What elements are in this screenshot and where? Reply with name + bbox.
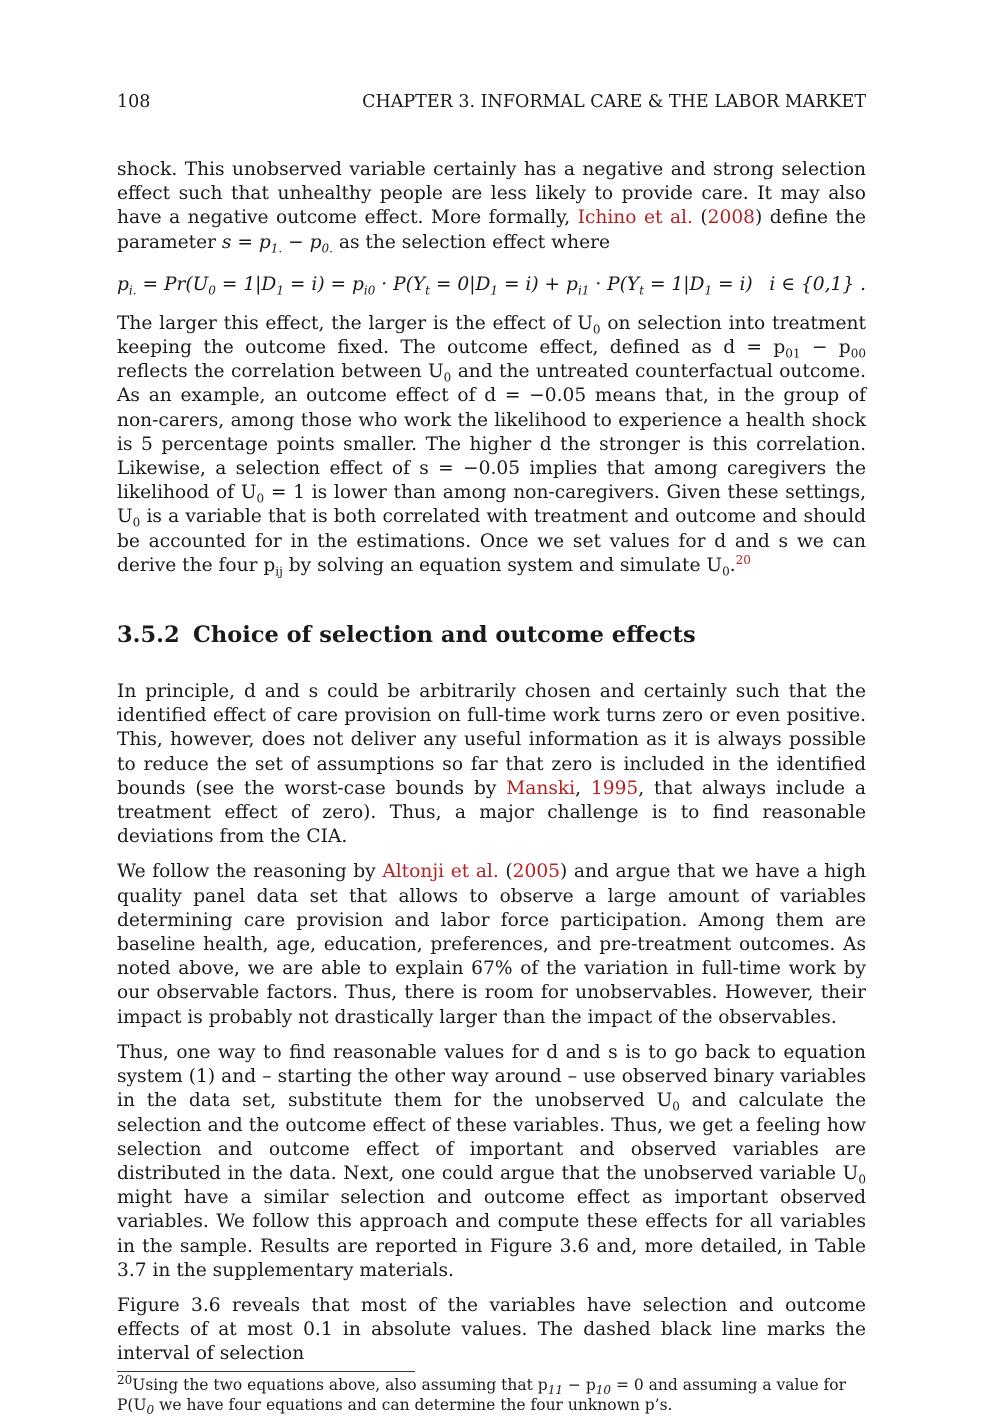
sub: 1. [270,241,283,256]
s: i1 [577,283,590,298]
sub: 0 [132,516,141,531]
s: 1 [704,283,713,298]
paragraph-2 [117,312,866,578]
text: we have four equations and can determine the four unknown p’s. [154,1395,673,1414]
paragraph-1 [117,158,866,255]
text: is a variable that is both correlated with treatment and outcome and should be accounted for in the estimations. Once we set values for d and s we can derive the four p [117,506,866,576]
text: might have a similar selection and outcome effect as important observed variables. We follow this approach and compute these effects for all variables in the sample. Results are reported in Figure 3.6 and, more detailed, in Table 3.7 in the supplementary materials. [117,1187,866,1281]
section-heading [117,620,866,650]
text: − p [800,337,851,359]
m: = i) [712,273,753,295]
s: 1 [276,283,284,298]
math: − p [282,231,322,253]
equation-selection [117,272,866,298]
text: on selection into treatment keeping the outcome fixed. The outcome effect, defined as d = p [117,312,866,359]
sub: 0 [722,564,730,579]
text: reflects the correlation between U [117,361,444,383]
sub: 0 [592,322,601,337]
s: i0 [363,283,376,298]
m: · P(Y [375,273,426,295]
running-header [117,88,866,116]
text: , that always include a treatment effect of zero). Thus, a major challenge is to find reasonable deviations from the CIA. [117,777,867,848]
sub: 11 [547,1382,563,1397]
s: t [425,283,430,298]
text: ( [498,861,513,883]
s: t [639,283,645,298]
paragraph-4 [117,860,866,1029]
s: 0 [208,283,216,298]
text: Thus, one way to find reasonable values for d and s is to go back to equation system (1) and – starting the other way around – use observed binary variables in the data set, substitute them for the unobserved U [117,1041,866,1112]
text: − p [562,1375,596,1394]
text: by solving an equation system and simulate U [282,554,723,576]
text: We follow the reasoning by [117,861,383,883]
m: p [117,273,129,295]
footnote-ref-20[interactable]: 20 [735,552,751,567]
citation-altonji[interactable]: Altonji et al. [382,861,499,883]
sub: 0 [256,491,265,506]
paragraph-5 [117,1041,866,1283]
text: ( [692,207,708,229]
sub: 0. [321,241,333,256]
m: = 0|D [429,273,491,295]
text: shock. This unobserved variable certainly has a negative and strong selection effect such that unhealthy people are less likely to provide care. It may also have a negative outcome effect. More formally, [117,159,866,229]
sub: 01 [785,346,801,361]
section-title: Choice of selection and outcome effects [193,622,696,649]
footnote-mark: 20 [117,1372,133,1387]
chapter-title: CHAPTER 3. INFORMAL CARE & THE LABOR MARKET [362,92,866,112]
m: = i) + p [498,273,578,295]
text: In principle, d and s could be arbitrarily chosen and certainly such that the identified effect of care provision on full-time work turns zero or even positive. This, however, does not deliver any useful information as it is always possible to reduce the set of assumptions so far that zero is included in the identified bounds (see the worst-case bounds by [117,681,866,799]
text: . [729,554,736,576]
citation-ichino[interactable]: Ichino et al. [577,207,693,229]
equation-body [117,272,753,298]
text: Using the two equations above, also assuming that p [132,1375,548,1394]
text: and the untreated counterfactual outcome. As an example, an outcome effect of d = −0.05 means that, in the group of non-carers, among those who work the likelihood to experience a health shock is 5 percentage points smaller. The higher d the stronger is this correlation. Likewise, a selection effect of s = −0.05 implies that among caregivers the likelihood of U [117,361,866,504]
text: ) define the parameter [117,207,866,253]
s: 1 [490,283,499,298]
citation-year-2005[interactable]: 2005 [512,861,560,883]
equation-domain: i ∈ {0,1} . [769,273,866,295]
m: = 1|D [644,273,705,295]
m: · P(Y [589,273,640,295]
text: and calculate the selection and the outcome effect of these variables. Thus, we get a feeling how selection and outcome effect of important and observed variables are distributed in the data. Next, one could argue that the unobserved variable U [117,1090,866,1184]
text: = 0 and assuming a value for P(U [117,1375,847,1414]
m: = i) = p [283,273,364,295]
section-number: 3.5.2 [117,622,180,649]
page [117,88,866,1415]
math-s: s = p [221,231,271,253]
text: ) and argue that we have a high quality panel data set that allows to observe a large amount of variables determining care provision and labor force participation. Among them are baseline health, age, education, preferences, and pre-treatment outcomes. As noted above, we are able to explain 67% of the variation in full-time work by our observable factors. Thus, there is room for unobservables. However, their impact is probably not drastically larger than the impact of the observables. [117,861,867,1028]
citation-manski[interactable]: Manski [506,777,576,799]
text: as the selection effect where [332,231,610,253]
sub: 0 [146,1402,155,1417]
text: The larger this effect, the larger is the effect of U [117,312,593,334]
sub: 0 [672,1100,680,1115]
text: Figure 3.6 reveals that most of the variables have selection and outcome effects of at most 0.1 in absolute values. The dashed black line marks the interval of selection [117,1294,866,1365]
sub: 0 [858,1172,866,1187]
footnote-20 [117,1372,866,1417]
text: , [575,777,591,799]
citation-year-1995[interactable]: 1995 [590,777,639,799]
sub: ij [275,564,283,579]
sub: 0 [443,370,452,385]
text: = 1 is lower than among non-caregivers. Given these settings, U [117,482,866,528]
s: i. [128,283,137,298]
m: = 1|D [215,273,277,295]
paragraph-6 [117,1294,866,1367]
sub: 10 [595,1382,612,1397]
m: = Pr(U [136,273,209,295]
paragraph-3 [117,680,866,849]
page-number: 108 [117,92,151,112]
sub: 00 [850,346,866,361]
citation-year-2008[interactable]: 2008 [707,207,755,229]
